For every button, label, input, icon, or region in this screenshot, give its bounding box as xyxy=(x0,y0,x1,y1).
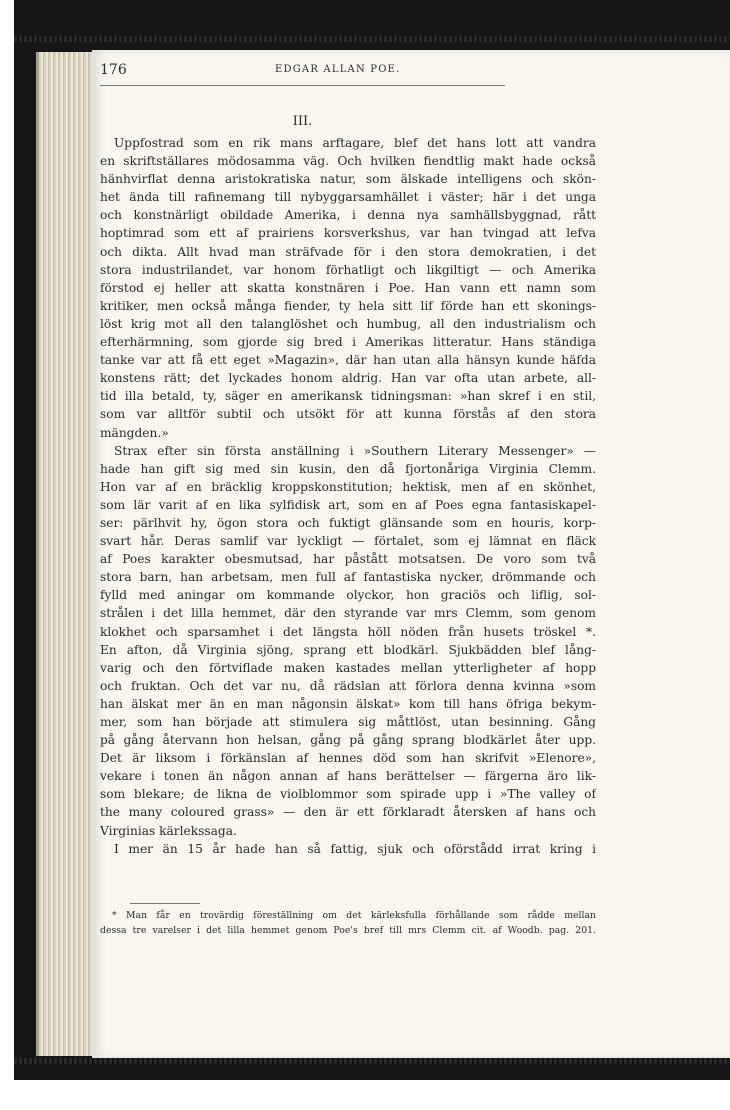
running-head: EDGAR ALLAN POE. xyxy=(275,64,401,75)
page-header xyxy=(100,62,510,82)
footnote xyxy=(100,908,596,938)
text-line: hänhvirflat denna aristokratiska natur, som älskade intelligens och skön- xyxy=(100,172,596,187)
text-line: en skriftställares mödosamma väg. Och hvilken fiendtlig makt hade också xyxy=(100,154,596,169)
text-line: Det är liksom i förkänslan af hennes död som han skrifvit »Elenore», xyxy=(100,751,596,766)
text-line: som blekare; de likna de violblommor som spirade upp i »The valley of xyxy=(100,787,596,802)
text-line: Hon var af en bräcklig kroppskonstitution; hektisk, men af en skönhet, xyxy=(100,479,596,494)
body-text xyxy=(100,134,596,858)
text-line: I mer än 15 år hade han så fattig, sjuk och oförstådd irrat kring i xyxy=(114,841,596,856)
text-line: stora barn, han arbetsam, men full af fantastiska nycker, drömmande och xyxy=(100,570,596,585)
text-line: som var alltför subtil och utsökt för att kunna förstås af den stora xyxy=(100,407,596,422)
text-line: som lär varit af en lika sylfidisk art, som en af Poes egna fantasiskapel- xyxy=(100,497,596,512)
page-stack-edge xyxy=(36,52,99,1056)
text-line: mer, som han började att stimulera sig måttlöst, utan besinning. Gång xyxy=(100,715,596,729)
text-line: Uppfostrad som en rik mans arftagare, blef det hans lott att vandra xyxy=(114,136,596,150)
text-line: och konstnärligt obildade Amerika, i denna nya samhällsbyggnad, rått xyxy=(100,208,596,223)
text-line: vekare i tonen än någon annan af hans berättelser — färgerna äro lik- xyxy=(100,769,596,784)
text-line: hade han gift sig med sin kusin, den då fjortonåriga Virginia Clemm. xyxy=(100,461,596,476)
text-line: hoptimrad som ett af prairiens korsverkshus, var han tvingad att lefva xyxy=(100,226,596,241)
text-line: han älskat mer än en man någonsin älskat» kom till hans öfriga bekym- xyxy=(100,696,596,711)
cover-edge-top xyxy=(14,36,730,42)
footnote-line: dessa tre varelser i det lilla hemmet genom Poe's bref till mrs Clemm cit. af Woodb. pag. 201. xyxy=(100,925,596,936)
text-line: ser: pärlhvit hy, ögon stora och fuktigt glänsande som en houris, korp- xyxy=(100,515,596,530)
text-line: och dikta. Allt hvad man sträfvade för i den stora demokratien, i det xyxy=(100,244,596,259)
footnote-rule xyxy=(130,903,200,904)
cover-edge-bottom xyxy=(14,1058,730,1064)
text-line: het ända till rafinemang till nybyggarsamhället i väster; här i det unga xyxy=(100,190,596,205)
text-line: mängden.» xyxy=(100,425,169,440)
text-line: efterhärmning, som gjorde sig bred i Amerikas litteratur. Hans ständiga xyxy=(100,335,596,350)
text-line: och fruktan. Och det var nu, då rädslan att förlora denna kvinna »som xyxy=(100,678,596,693)
text-line: svart hår. Deras samlif var lyckligt — förtalet, som ej lämnat en fläck xyxy=(100,534,596,549)
header-rule xyxy=(100,85,505,86)
text-line: tid illa betald, ty, säger en amerikansk tidningsman: »han skref i en stil, xyxy=(100,389,596,404)
text-line: En afton, då Virginia sjöng, sprang ett blodkärl. Sjukbädden blef lång- xyxy=(100,642,596,657)
text-line: på gång återvann hon helsan, gång på gång sprang blodkärlet åter upp. xyxy=(100,733,596,748)
text-line: kritiker, men också många fiender, ty hela sitt lif förde han ett skonings- xyxy=(100,298,596,313)
text-line: fylld med aningar om kommande olyckor, hon graciös och liflig, sol- xyxy=(100,588,596,603)
chapter-heading: III. xyxy=(292,114,313,129)
text-line: konstens rätt; det lyckades honom aldrig. Han var ofta utan arbete, all- xyxy=(100,371,596,386)
text-line: Virginias kärlekssaga. xyxy=(100,823,237,838)
text-line: the many coloured grass» — den är ett förklaradt återsken af hans och xyxy=(100,805,596,820)
text-line: tanke var att få ett eget »Magazin», där han utan alla hänsyn kunde häfda xyxy=(100,353,596,368)
footnote-line: * Man får en trovärdig föreställning om det kärleksfulla förhållande som rådde mellan xyxy=(112,910,596,921)
text-line: klokhet och sparsamhet i det längsta höll nöden från husets tröskel *. xyxy=(100,624,596,639)
text-line: af Poes karakter obesmutsad, har påstått motsatsen. De voro som två xyxy=(100,552,596,567)
text-line: strålen i det lilla hemmet, där den styrande var mrs Clemm, som genom xyxy=(100,606,596,621)
text-line: Strax efter sin första anställning i »Southern Literary Messenger» — xyxy=(114,443,596,458)
page-number: 176 xyxy=(100,62,127,78)
text-line: varig och den förtviflade maken kastades mellan ytterligheter af hopp xyxy=(100,660,596,675)
text-line: löst krig mot all den talanglöshet och humbug, all den industrialism och xyxy=(100,316,596,331)
text-line: förstod ej heller att skatta konstnären i Poe. Han vann ett namn som xyxy=(100,280,596,295)
text-line: stora industrilandet, var honom förhatligt och likgiltigt — och Amerika xyxy=(100,262,596,277)
